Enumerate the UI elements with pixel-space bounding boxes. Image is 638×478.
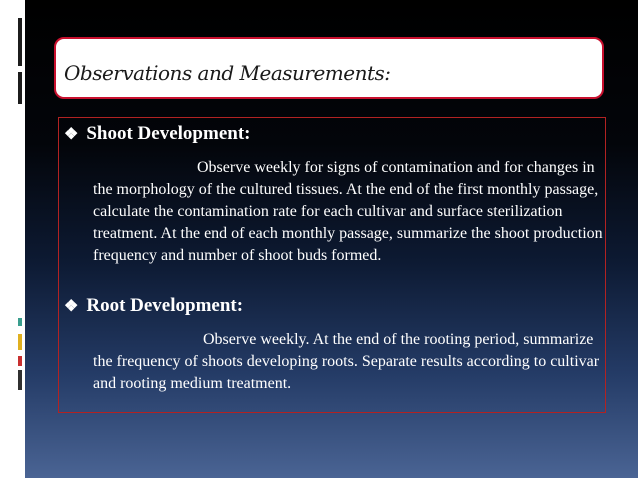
section-body-text: Observe weekly for signs of contamination and for changes in the morphology of the cultured tissues. At the end of the first monthly passage, calculate the contamination rate for each cultivar and surface sterilization treatment. At the end of each monthly passage, summarize the shoot production frequency and number of shoot buds formed. — [93, 159, 603, 264]
section-text-root — [93, 329, 605, 395]
section-heading-text: Root Development: — [86, 295, 244, 316]
decorative-stripe-teal — [18, 318, 22, 326]
section-heading-root — [64, 295, 243, 317]
section-heading-text: Shoot Development: — [86, 123, 251, 144]
decorative-stripe — [18, 370, 22, 390]
decorative-stripe-yellow — [18, 334, 22, 350]
section-body-text: Observe weekly. At the end of the rooting period, summarize the frequency of shoots developing roots. Separate results according to cultivar and rooting medium treatment. — [93, 331, 600, 392]
decorative-stripe — [18, 18, 22, 66]
slide-title: Observations and Measurements: — [64, 61, 391, 85]
decorative-stripe — [18, 72, 22, 104]
section-text-shoot — [93, 157, 605, 267]
diamond-bullet-icon: ❖ — [64, 298, 79, 315]
section-heading-shoot — [64, 123, 250, 145]
diamond-bullet-icon: ❖ — [64, 126, 79, 143]
slide-title-box — [54, 37, 604, 99]
decorative-stripe-red — [18, 356, 22, 366]
